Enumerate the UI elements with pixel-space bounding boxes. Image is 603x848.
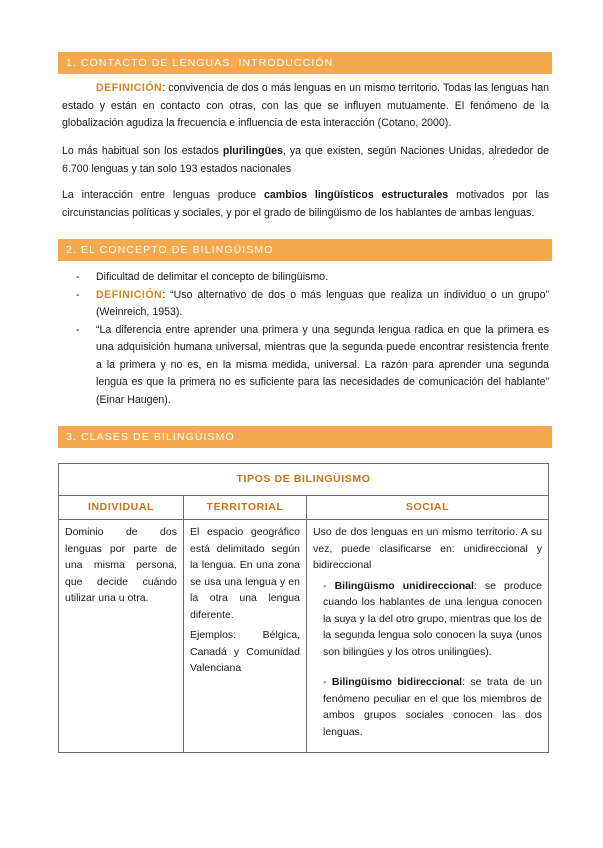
- intro-definition-paragraph: [62, 80, 549, 133]
- social-item-bidireccional: - Bilingüismo bidireccional: se trata de un fenómeno peculiar en el que los miembros de ambos grupos sociales conocen las dos lenguas.: [323, 676, 542, 738]
- intro-paragraph-cambios: [62, 187, 549, 222]
- definition-label: DEFINICIÓN: [96, 288, 163, 301]
- column-header-territorial: TERRITORIAL: [184, 496, 307, 520]
- bold-term: plurilingües: [222, 145, 283, 157]
- list-item: [62, 287, 549, 322]
- list-item-text: Dificultad de delimitar el concepto de bilingüismo.: [96, 271, 329, 283]
- text-fragment: , ya que existen, según Naciones Unidas, alrededor de 6.700 lenguas y tan solo 193 estados nacionales: [62, 145, 550, 175]
- cell-text: El espacio geográfico está delimitado según la lengua. En una zona se usa una lengua y en la otra una lengua diferente.: [190, 526, 300, 621]
- cell-territorial: [184, 520, 307, 753]
- cell-social: [307, 520, 549, 753]
- cell-text: : se trata de un fenómeno peculiar en el que los miembros de ambos grupos sociales conocen las dos lenguas.: [323, 676, 542, 738]
- definition-label: DEFINICIÓN: [96, 82, 163, 94]
- bold-term: cambios lingüísticos estructurales: [264, 189, 449, 201]
- bold-term: Bilingüismo unidireccional: [334, 579, 474, 592]
- text-fragment: La interacción entre lenguas produce: [62, 189, 265, 201]
- list-item-text: : “Uso alternativo de dos o más lenguas que realiza un individuo o un grupo” (Weinreich, 1953).: [96, 288, 549, 318]
- text-fragment: motivados por las circunstancias políticas y sociales, y por el grado de bilingüismo de los hablantes de ambas lenguas.: [62, 189, 549, 219]
- column-header-individual: INDIVIDUAL: [59, 496, 184, 520]
- bold-term: Bilingüismo bidireccional: [331, 676, 463, 688]
- section-heading-clases: 3. CLASES DE BILINGÜISMO: [58, 426, 552, 448]
- concept-list: [62, 269, 549, 409]
- text-fragment: Lo más habitual son los estados: [62, 145, 223, 157]
- definition-text: : convivencia de dos o más lenguas en un mismo territorio. Todas las lenguas han estado y están en contacto con otras, con las que se influyen mutuamente. El fenómeno de la globalización agudiza la frecuencia e influencia de esta interacción (Cotano, 2000).: [62, 82, 549, 129]
- list-item: [62, 269, 549, 287]
- cell-text: : se produce cuando los hablantes de una lengua conocen la suya y la del otro grupo, mientras que los de la segunda lengua solo conocen la suya (unos son bilingües y los otros unilingües).: [323, 579, 542, 658]
- list-item-text: “La diferencia entre aprender una primera y una segunda lengua radica en que la primera es una adquisición humana universal, mientras que la segunda puede encontrar resistencia frente a la primera y no es, en la misma medida, universal. La razón para aprender una segunda lengua es que la primera no es suficiente para las necesidades de comunicación del hablante” (Einar Haugen).: [96, 323, 549, 406]
- section-heading-contacto: 1. CONTACTO DE LENGUAS. INTRODUCCIÓN: [58, 52, 552, 74]
- bilingualism-types-table: [58, 463, 549, 753]
- intro-paragraph-plurilingues: [62, 143, 549, 178]
- section-heading-concepto: 2. EL CONCEPTO DE BILINGÜISMO: [58, 239, 552, 261]
- cell-text: Ejemplos: Bélgica, Canadá y Comunidad Valenciana: [190, 629, 300, 674]
- table-title: TIPOS DE BILINGÜISMO: [59, 464, 549, 496]
- social-item-unidireccional: - Bilingüismo unidireccional: se produce cuando los hablantes de una lengua conocen la suya y la del otro grupo, mientras que los de la segunda lengua solo conocen la suya (unos son bilingües y los otros unilingües).: [323, 579, 542, 658]
- column-header-social: SOCIAL: [307, 496, 549, 520]
- cell-individual: [59, 520, 184, 753]
- list-item: [62, 322, 549, 410]
- cell-text: Dominio de dos lenguas por parte de una misma persona, que decide cuándo utilizar una u otra.: [65, 526, 177, 604]
- cell-text: Uso de dos lenguas en un mismo territorio. A su vez, puede clasificarse en: unidireccional y bidireccional: [313, 526, 542, 571]
